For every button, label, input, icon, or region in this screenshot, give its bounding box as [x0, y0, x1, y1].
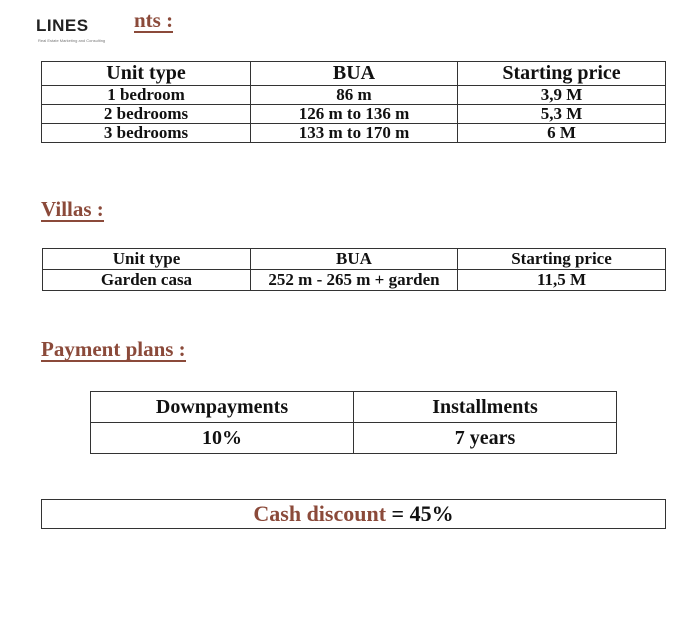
header-installments: Installments [354, 392, 617, 423]
header-starting-price: Starting price [458, 62, 666, 86]
table-row [42, 105, 666, 124]
table-header-row [91, 392, 617, 423]
cash-discount-value: = 45% [391, 501, 454, 526]
cell-price: 5,3 M [458, 105, 666, 124]
cell-unit-type: 2 bedrooms [42, 105, 251, 124]
header-unit-type: Unit type [43, 249, 251, 270]
payment-table [90, 391, 617, 454]
cell-installments: 7 years [354, 423, 617, 454]
apartments-table [41, 61, 666, 143]
cell-bua: 133 m to 170 m [251, 124, 458, 143]
header-unit-type: Unit type [42, 62, 251, 86]
cash-discount-box [41, 499, 666, 529]
cell-downpayment: 10% [91, 423, 354, 454]
cell-unit-type: 3 bedrooms [42, 124, 251, 143]
table-row [91, 423, 617, 454]
villas-heading: Villas : [41, 197, 104, 221]
cell-unit-type: 1 bedroom [42, 86, 251, 105]
header-downpayments: Downpayments [91, 392, 354, 423]
logo-tagline: Real Estate Marketing and Consulting [38, 38, 106, 43]
header-starting-price: Starting price [458, 249, 666, 270]
villas-table [42, 248, 666, 291]
header-bua: BUA [251, 62, 458, 86]
cell-unit-type: Garden casa [43, 270, 251, 291]
cell-bua: 252 m - 265 m + garden [251, 270, 458, 291]
table-header-row [43, 249, 666, 270]
apartments-heading: nts : [134, 8, 174, 32]
cell-bua: 126 m to 136 m [251, 105, 458, 124]
cell-price: 11,5 M [458, 270, 666, 291]
logo-text: LINES [36, 16, 89, 35]
payment-plans-heading: Payment plans : [41, 337, 186, 361]
table-row [42, 86, 666, 105]
cell-price: 6 M [458, 124, 666, 143]
table-row [42, 124, 666, 143]
cash-discount-label: Cash discount [253, 501, 387, 526]
header-bua: BUA [251, 249, 458, 270]
table-header-row [42, 62, 666, 86]
cell-bua: 86 m [251, 86, 458, 105]
brand-logo [36, 16, 146, 42]
cell-price: 3,9 M [458, 86, 666, 105]
table-row [43, 270, 666, 291]
